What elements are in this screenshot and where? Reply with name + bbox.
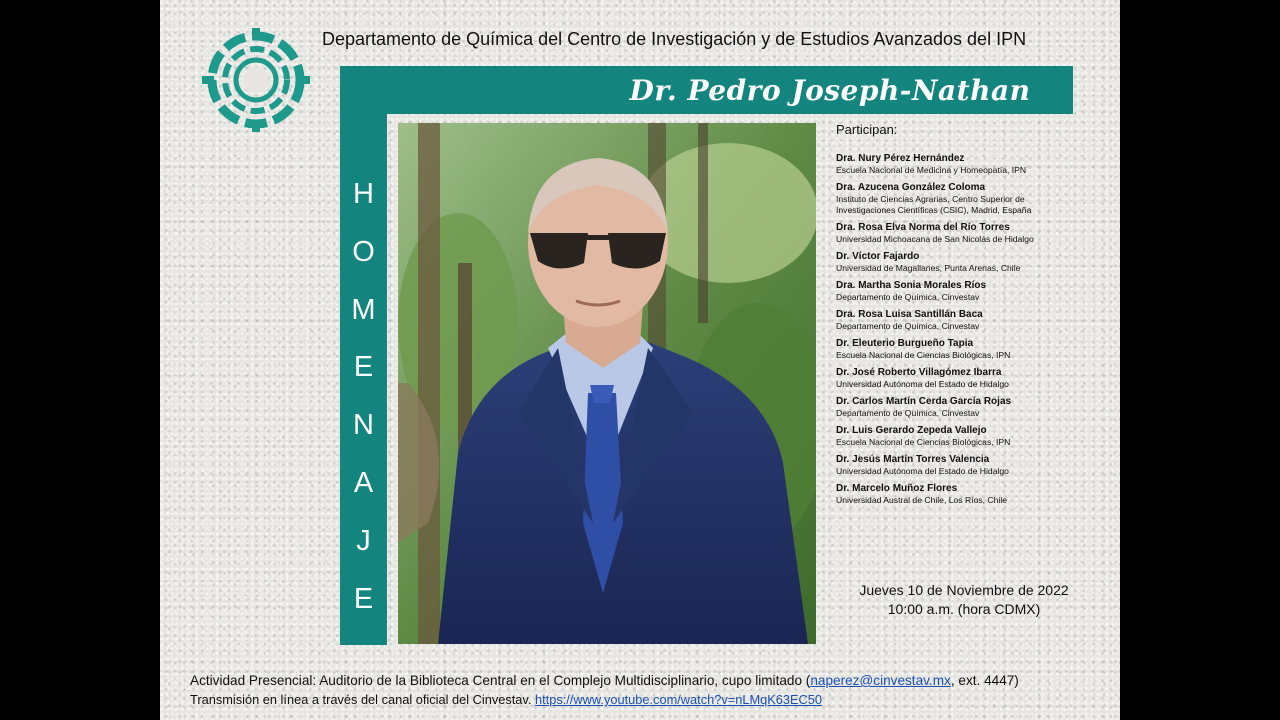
participant-item	[836, 396, 1076, 419]
participant-item	[836, 182, 1076, 216]
participant-name: Dr. Luis Gerardo Zepeda Vallejo	[836, 425, 987, 436]
participant-affiliation: Departamento de Química, Cinvestav	[836, 408, 980, 418]
participants-header: Participan:	[836, 122, 898, 137]
title-banner	[340, 66, 1073, 114]
participant-affiliation: Universidad Autónoma del Estado de Hidalgo	[836, 379, 1009, 389]
participant-item	[836, 454, 1076, 477]
participant-name: Dr. Víctor Fajardo	[836, 251, 920, 262]
participant-item	[836, 153, 1076, 176]
participant-item	[836, 425, 1076, 448]
participant-item	[836, 280, 1076, 303]
participant-name: Dra. Azucena González Coloma	[836, 182, 986, 193]
event-datetime	[824, 581, 1104, 619]
participant-affiliation: Departamento de Química, Cinvestav	[836, 321, 980, 331]
homenaje-letters	[340, 174, 387, 636]
contact-email-link[interactable]: naperez@cinvestav.mx	[810, 673, 951, 688]
participant-affiliation: Universidad Austral de Chile, Los Ríos, Chile	[836, 495, 1008, 505]
homenaje-letter: O	[352, 235, 375, 268]
participant-item	[836, 251, 1076, 274]
participants-list	[836, 122, 1076, 512]
participant-affiliation: Escuela Nacional de Medicina y Homeopatía, IPN	[836, 165, 1027, 175]
participant-affiliation: Universidad de Magallanes, Punta Arenas, Chile	[836, 263, 1021, 273]
participant-name: Dr. Carlos Martín Cerda García Rojas	[836, 396, 1012, 407]
participant-item	[836, 309, 1076, 332]
cinvestav-logo-icon	[200, 26, 312, 134]
participant-affiliation: Universidad Michoacana de San Nicolás de Hidalgo	[836, 234, 1034, 244]
venue-text: Actividad Presencial: Auditorio de la Biblioteca Central en el Complejo Multidisciplinario, cupo limitado (	[190, 673, 811, 688]
participant-name: Dra. Rosa Luisa Santillán Baca	[836, 309, 983, 320]
participant-name: Dr. José Roberto Villagómez Ibarra	[836, 367, 1002, 378]
homenaje-letter: J	[356, 524, 371, 557]
participant-name: Dr. Marcelo Muñoz Flores	[836, 483, 958, 494]
participant-name: Dra. Martha Sonia Morales Ríos	[836, 280, 987, 291]
homenaje-letter: H	[353, 178, 374, 210]
homenaje-letter: E	[353, 351, 374, 384]
footer-line-venue	[190, 671, 1110, 690]
homenaje-letter: A	[353, 466, 374, 499]
participant-item	[836, 222, 1076, 245]
poster	[160, 0, 1120, 720]
homenaje-letter: E	[353, 582, 374, 615]
participant-affiliation: Departamento de Química, Cinvestav	[836, 292, 980, 302]
stream-text: Transmisión en línea a través del canal oficial del Cinvestav.	[190, 692, 535, 707]
homenaje-banner	[340, 114, 387, 645]
participant-affiliation: Escuela Nacional de Ciencias Biológicas, IPN	[836, 437, 1011, 447]
participant-affiliation: Escuela Nacional de Ciencias Biológicas, IPN	[836, 350, 1011, 360]
participant-name: Dra. Nury Pérez Hernández	[836, 153, 965, 164]
participant-name: Dra. Rosa Elva Norma del Río Torres	[836, 222, 1010, 233]
participant-item	[836, 483, 1076, 506]
participant-name: Dr. Eleuterio Burgueño Tapia	[836, 338, 974, 349]
portrait-photo	[398, 123, 816, 644]
participant-affiliation: Instituto de Ciencias Agrarias, Centro Superior de Investigaciones Científicas (CSIC), Madrid, España	[836, 194, 1032, 215]
venue-suffix: , ext. 4447)	[950, 673, 1019, 688]
participant-item	[836, 367, 1076, 390]
event-date: Jueves 10 de Noviembre de 2022	[859, 582, 1069, 598]
participant-item	[836, 338, 1076, 361]
event-time: 10:00 a.m. (hora CDMX)	[887, 601, 1041, 617]
homenaje-letter: M	[351, 293, 376, 326]
youtube-link[interactable]: https://www.youtube.com/watch?v=nLMqK63EC50	[534, 692, 823, 707]
department-heading: Departamento de Química del Centro de Investigación y de Estudios Avanzados del IPN	[322, 29, 1027, 49]
homenaje-letter: N	[353, 409, 374, 442]
footer	[190, 671, 1110, 709]
honoree-name: Dr. Pedro Joseph-Nathan	[629, 74, 1031, 107]
footer-line-stream	[190, 690, 1110, 709]
participant-name: Dr. Jesús Martín Torres Valencia	[836, 454, 990, 465]
participant-affiliation: Universidad Autónoma del Estado de Hidalgo	[836, 466, 1009, 476]
